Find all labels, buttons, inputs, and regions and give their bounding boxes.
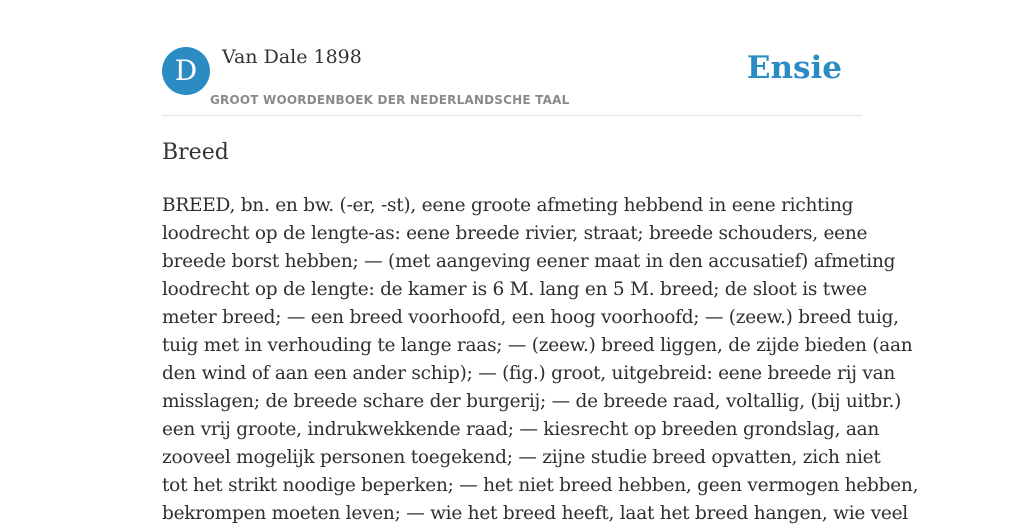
definition-line: meter breed; — een breed voorhoofd, een hoog voorhoofd; — (zeew.) breed tuig, bbox=[162, 307, 899, 328]
definition-line: bekrompen moeten leven; — wie het breed heeft, laat het breed hangen, wie veel bbox=[162, 503, 908, 524]
definition-line: BREED, bn. en bw. (-er, -st), eene groote afmeting hebbend in eene richting bbox=[162, 195, 854, 216]
definition-line: loodrecht op de lengte-as: eene breede rivier, straat; breede schouders, eene bbox=[162, 223, 868, 244]
definition-line: loodrecht op de lengte: de kamer is 6 M. lang en 5 M. breed; de sloot is twee bbox=[162, 279, 867, 300]
definition-line: tot het strikt noodige beperken; — het niet breed hebben, geen vermogen hebben, bbox=[162, 475, 919, 496]
definition-line: zooveel mogelijk personen toegekend; — zijne studie breed opvatten, zich niet bbox=[162, 447, 881, 468]
entry-definition bbox=[162, 192, 919, 528]
source-subtitle: GROOT WOORDENBOEK DER NEDERLANDSCHE TAAL bbox=[210, 93, 570, 107]
definition-line: misslagen; de breede schare der burgerij; — de breede raad, voltallig, (bij uitbr.) bbox=[162, 391, 902, 412]
dictionary-header bbox=[162, 46, 862, 116]
dictionary-badge-icon[interactable]: D bbox=[162, 47, 210, 95]
source-title-link[interactable]: Van Dale 1898 bbox=[222, 46, 362, 68]
definition-line: den wind of aan een ander schip); — (fig.) groot, uitgebreid: eene breede rij van bbox=[162, 363, 896, 384]
definition-line: breede borst hebben; — (met aangeving eener maat in den accusatief) afmeting bbox=[162, 251, 896, 272]
definition-line: een vrij groote, indrukwekkende raad; — kiesrecht op breeden grondslag, aan bbox=[162, 419, 880, 440]
ensie-logo[interactable]: Ensie bbox=[746, 50, 842, 86]
definition-line: tuig met in verhouding te lange raas; — (zeew.) breed liggen, de zijde bieden (aan bbox=[162, 335, 913, 356]
entry-title: Breed bbox=[162, 140, 229, 165]
